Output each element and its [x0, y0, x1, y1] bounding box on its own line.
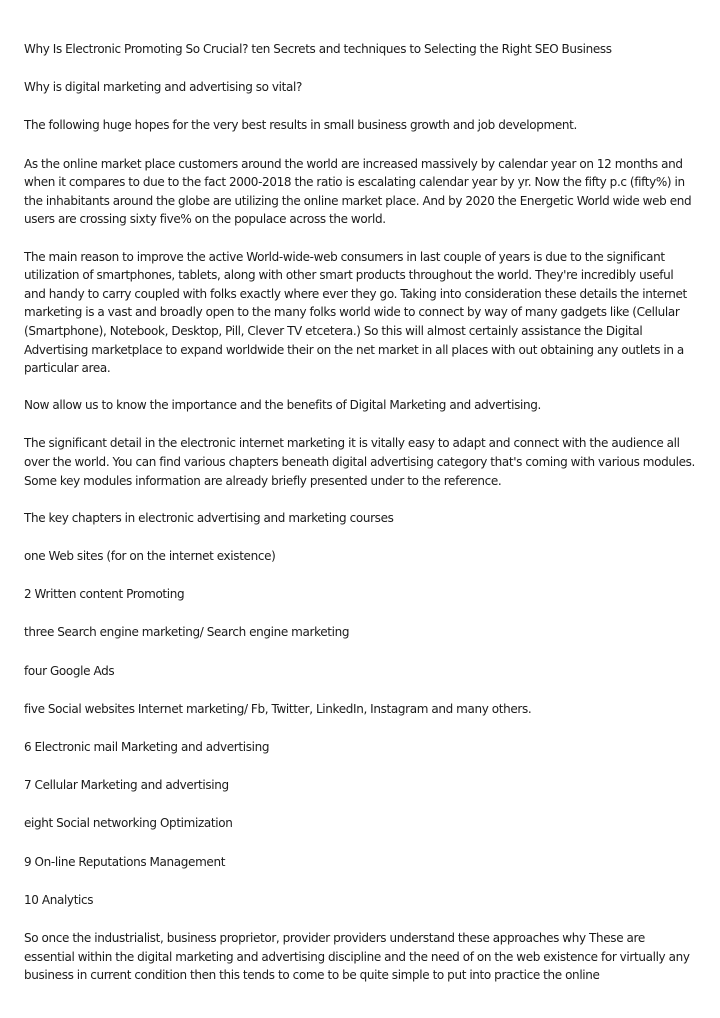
list-item: 7 Cellular Marketing and advertising — [24, 778, 229, 793]
paragraph-intro: The following huge hopes for the very best results in small business growth and job development. — [24, 118, 577, 133]
document-body — [24, 40, 696, 1003]
paragraph-significant-detail: The significant detail in the electronic internet marketing it is vitally easy to adapt and connect with the audience all over the world. You can find various chapters beneath digital advertising category that's coming with various modules. Some key modules information are already briefly presented under to the reference. — [24, 436, 695, 488]
paragraph-online-growth: As the online market place customers around the world are increased massively by calendar year on 12 months and when it compares to due to the fact 2000-2018 the ratio is escalating calendar year by yr. Now the fifty p.c (fifty%) in the inhabitants around the globe are utilizing the online market place. And by 2020 the Energetic World wide web end users are crossing sixty five% on the populace across the world. — [24, 156, 692, 227]
list-item: 6 Electronic mail Marketing and advertising — [24, 739, 270, 754]
paragraph-question: Why is digital marketing and advertising so vital? — [24, 80, 303, 95]
list-item: 10 Analytics — [24, 892, 94, 907]
list-item: three Search engine marketing/ Search engine marketing — [24, 625, 350, 640]
list-item: four Google Ads — [24, 663, 115, 678]
list-item: 9 On-line Reputations Management — [24, 854, 226, 869]
paragraph-conclusion: So once the industrialist, business proprietor, provider providers understand these approaches why These are essential within the digital marketing and advertising discipline and the need of on the web existence for virtually any business in current condition then this tends to come to be quite simple to put into practice the online — [24, 930, 690, 983]
paragraph-importance: Now allow us to know the importance and the benefits of Digital Marketing and advertising. — [24, 398, 541, 413]
paragraph-key-chapters: The key chapters in electronic advertising and marketing courses — [24, 510, 394, 525]
article-title: Why Is Electronic Promoting So Crucial? ten Secrets and techniques to Selecting the Right SEO Business — [24, 42, 612, 56]
list-item: one Web sites (for on the internet existence) — [24, 549, 276, 564]
list-item: 2 Written content Promoting — [24, 587, 185, 602]
list-item: five Social websites Internet marketing/ Fb, Twitter, LinkedIn, Instagram and many others. — [24, 701, 532, 716]
list-item: eight Social networking Optimization — [24, 816, 233, 831]
paragraph-main-reason: The main reason to improve the active World-wide-web consumers in last couple of years is due to the significant utilization of smartphones, tablets, along with other smart products throughout the world. They're incredibly useful and handy to carry coupled with folks exactly where ever they go. Taking into consideration these details the internet marketing is a vast and broadly open to the many folks world wide to connect by way of many gadgets like (Cellular (Smartphone), Notebook, Desktop, Pill, Clever TV etcetera.) So this will almost certainly assistance the Digital Advertising marketplace to expand worldwide their on the net market in all places with out obtaining any outlets in a particular area. — [24, 249, 687, 376]
